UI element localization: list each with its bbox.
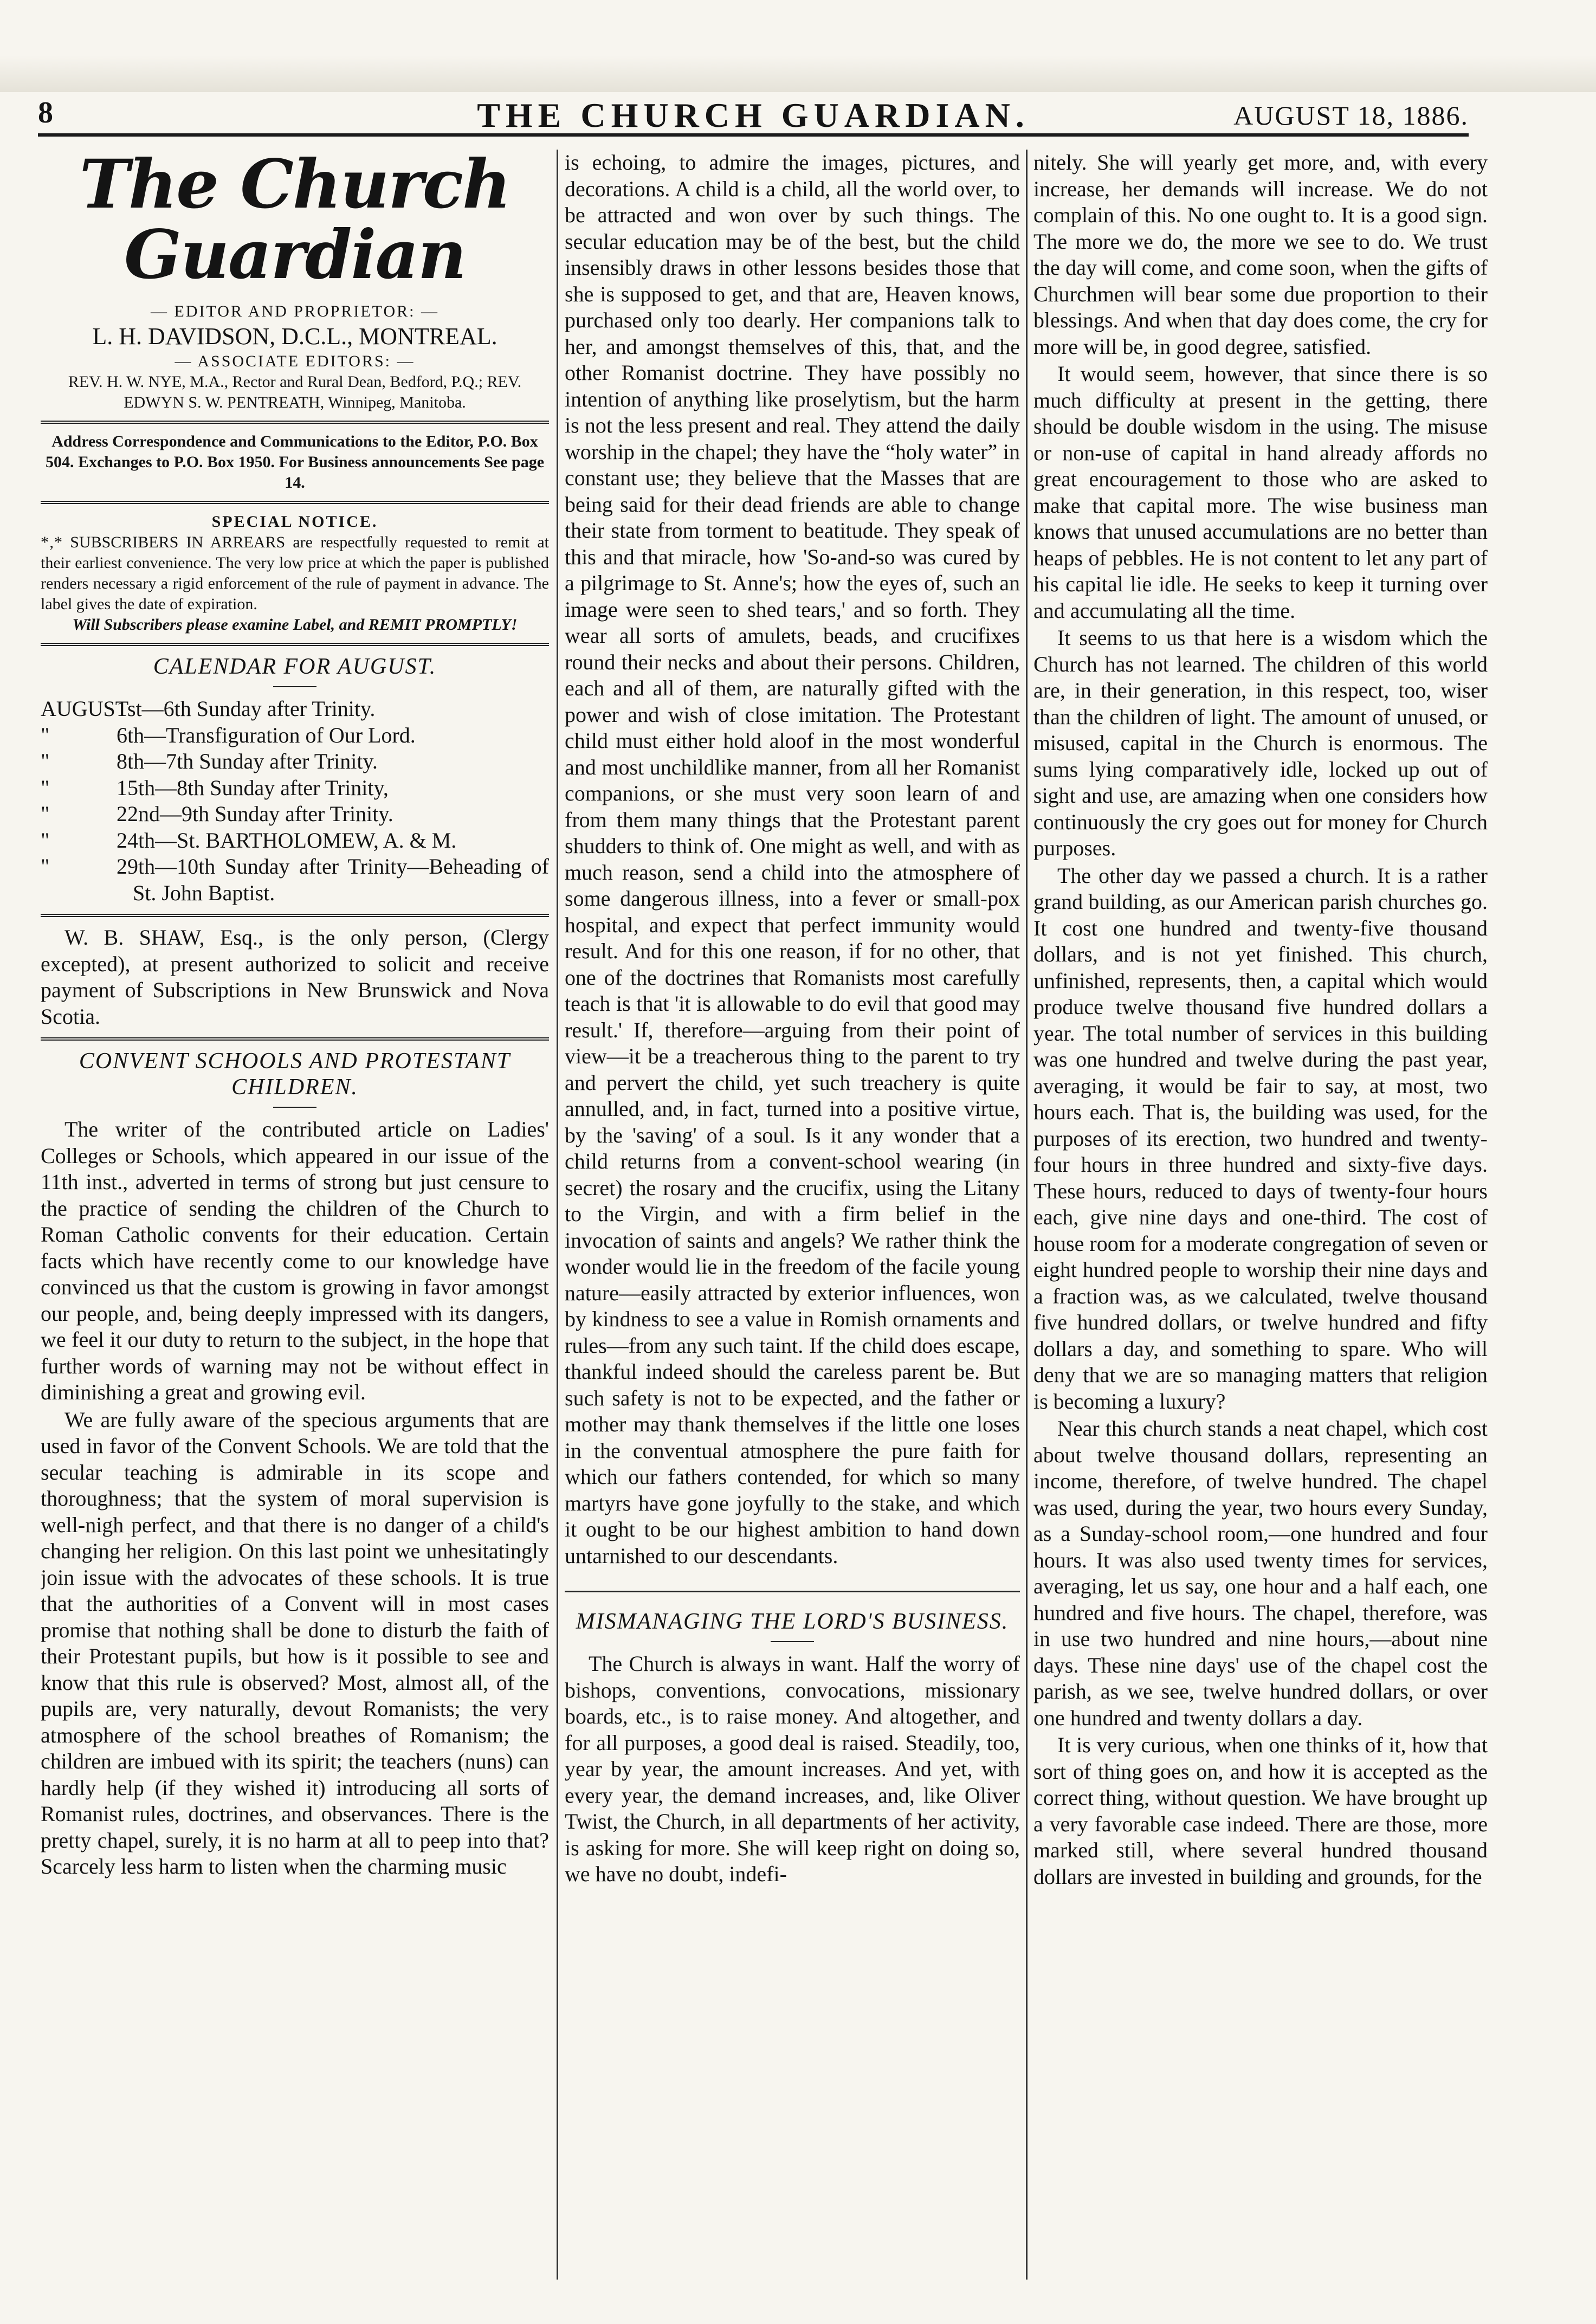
calendar-heading: CALENDAR FOR AUGUST. [153, 654, 437, 679]
calendar-entry: " 6th—Transfiguration of Our Lord. [41, 722, 416, 747]
divider [41, 421, 549, 424]
article-paragraph: The writer of the contributed article on Ladies' Colleges or Schools, which appeared in our issue of the 11th inst., adverted in terms of strong but just censure to the practice of sending the children of the Church to Roman Catholic convents for their education. Certain facts which have recently come to our knowledge have convinced us that the custom is growing in favor amongst our people, and, being deeply impressed with its dangers, we feel it our duty to return to the subject, in the hope that further words of warning may not be without effect in diminishing a great and growing evil. [41, 1117, 549, 1404]
column-3 [1033, 150, 1488, 2263]
calendar-entry: " 29th—10th Sunday after Trinity—Beheading of St. John Baptist. [41, 854, 549, 905]
calendar-entry: " 24th—St. BARTHOLOMEW, A. & M. [41, 828, 457, 853]
article-paragraph: It would seem, however, that since there is so much difficulty at present in the getting, there should be double wisdom in the using. The misuse or non-use of capital in hand already affords no great encouragement to those who are asked to make that capital more. The wise business man knows that unused accumulations are no better than heaps of pebbles. He is not content to let any part of his capital lie idle. He seeks to keep it turning over and accumulating all the time. [1033, 361, 1488, 623]
article-paragraph: The Church is always in want. Half the worry of bishops, conventions, convocations, missionary boards, etc., is to raise money. And altogether, and for all purposes, a good deal is raised. Steadily, too, year by year, the amount increases. And yet, with every year, the demand increases, and, like Oliver Twist, the Church, in all departments of her activity, is asking for more. She will keep right on doing so, we have no doubt, indefi- [565, 1651, 1020, 1886]
article-paragraph: It is very curious, when one thinks of it, how that sort of thing goes on, and how it is accepted as the correct thing, without question. We have brought up a very favorable case indeed. There are those, more marked still, where several hundred thousand dollars are invested in building and grounds, for the [1033, 1733, 1488, 1889]
divider [41, 643, 549, 646]
article-heading: CONVENT SCHOOLS AND PROTESTANT CHILDREN. [79, 1049, 511, 1100]
page-number: 8 [38, 96, 53, 130]
running-header [38, 95, 1469, 137]
divider [41, 1037, 549, 1041]
column-rule-1 [557, 150, 558, 2280]
special-notice-heading: SPECIAL NOTICE. [211, 513, 378, 531]
article-heading: MISMANAGING THE LORD'S BUSINESS. [576, 1609, 1009, 1634]
divider [41, 501, 549, 504]
page-top-margin [0, 0, 1596, 92]
article-paragraph: Near this church stands a neat chapel, which cost about twelve thousand dollars, representing an income, therefore, of twelve hundred. The chapel was used, during the year, two hours every Sunday, as a Sunday-school room,—one hundred and four hours. It was also used twenty times for services, averaging, let us say, one hour and a half each, one hundred and five hours. The chapel, therefore, was in use two hundred and nine hours,—about nine days. These nine days' use of the chapel cost the parish, as we see, twelve hundred dollars, or over one hundred and twenty dollars a day. [1033, 1416, 1488, 1730]
special-notice-body: *‚* SUBSCRIBERS IN ARREARS are respectfully requested to remit at their earliest convenience. The very low price at which the paper is published renders necessary a rigid enforcement of the rule of payment in advance. The label gives the date of expiration. [41, 533, 549, 613]
column-1 [41, 150, 549, 2263]
agent-notice: W. B. SHAW, Esq., is the only person, (Clergy excepted), at present authorized to solicit and receive payment of Subscriptions in New Brunswick and Nova Scotia. [41, 925, 549, 1029]
editor-name: L. H. DAVIDSON, D.C.L., MONTREAL. [92, 323, 497, 350]
divider [273, 1107, 316, 1108]
masthead-title: The Church Guardian [79, 150, 511, 294]
calendar-list [41, 696, 549, 906]
address-notice: Address Correspondence and Communications to the Editor, P.O. Box 504. Exchanges to P.O. Box 1950. For Business announcements See page 14. [45, 432, 545, 492]
column-rule-2 [1026, 150, 1028, 2280]
column-2 [565, 150, 1020, 2263]
divider [273, 686, 316, 687]
calendar-entry: " 15th—8th Sunday after Trinity, [41, 775, 389, 800]
article-paragraph: is echoing, to admire the images, pictures, and decorations. A child is a child, all the world over, to be attracted and won over by such things. The secular education may be of the best, but the child insensibly draws in other lessons besides those that she is supposed to get, and that are, Heaven knows, purchased only too dearly. Her companions talk to her, and amongst themselves of this, that, and the other Romanist doctrine. They have possibly no intention of anything like proselytism, but the harm is not the less present and real. They attend the daily worship in the chapel; they have the “holy water” in constant use; they believe that the Masses that are being said for their dead friends are able to change their state from torment to beatitude. They speak of this and that miracle, how 'So-and-so was cured by a pilgrimage to St. Anne's; how the eyes of, such an image were seen to shed tears,' and so forth. They wear all sorts of amulets, beads, and crucifixes round their necks and about their persons. Children, each and all of them, are naturally gifted with the power and wish of close imitation. The Protestant child must either hold aloof in the most wonderful and most unchildlike manner, from all her Romanist companions, or she must very soon learn of and from them many things that the Protestant parent shudders to think of. One might as well, and with as much reason, send a child into the atmosphere of some dangerous illness, into a fever or small-pox hospital, and expect that perfect immunity would result. And for this one reason, if for no other, that one of the doctrines that Romanists most carefully teach is that 'it is allowable to do evil that good may result.' If, therefore—arguing from their point of view—it be a treacherous thing to the parent to try and pervert the child, yet such treachery is quite annulled, and, in fact, turned into a positive virtue, by the 'saving' of a soul. Is it any wonder that a child returns from a convent-school wearing (in secret) the rosary and the crucifix, using the Litany to the Virgin, and with a firm belief in the invocation of saints and angels? We rather think the wonder would lie in the freedom of the facile young nature—easily attracted by exterior influences, won by kindness to see a value in Romish ornaments and rules—from any such taint. If the child does escape, thankful indeed should the careless parent be. But such safety is not to be expected, and the father or mother may thank themselves if the little one loses in the conventual atmosphere the pure faith for which our fathers contended, for which so many martyrs have gone joyfully to the stake, and which it ought to be our highest ambition to hand down untarnished to our descendants. [565, 150, 1020, 1568]
newspaper-title: THE CHURCH GUARDIAN. [477, 96, 1030, 134]
calendar-entry: " 8th—7th Sunday after Trinity. [41, 749, 378, 773]
article-paragraph: We are fully aware of the specious arguments that are used in favor of the Convent Schools. We are told that the secular teaching is admirable in its scope and thoroughness; that the system of moral supervision is well-nigh perfect, and that there is no danger of a child's changing her religion. On this last point we unhesitatingly join issue with the advocates of these schools. It is true that the authorities of a Convent will in most cases promise that nothing shall be done to disturb the faith of their Protestant pupils, but how is it possible to see and know that this rule is observed? Most, almost all, of the pupils are, very naturally, devout Romanists; the very atmosphere of the school breathes of Romanism; the children are imbued with its spirit; the teachers (nuns) can hardly help (if they wished it) introducing all sorts of Romanist rules, doctrines, and observances. There is the pretty chapel, surely, it is no harm at all to peep into that? Scarcely less harm to listen when the charming music [41, 1407, 549, 1878]
associate-editors: REV. H. W. NYE, M.A., Rector and Rural Dean, Bedford, P.Q.; REV. EDWYN S. W. PENTREATH, Winnipeg, Manitoba. [68, 373, 522, 411]
article-paragraph: The other day we passed a church. It is a rather grand building, as our American parish churches go. It cost one hundred and twenty-five thousand dollars, and is not yet finished. This church, unfinished, represents, then, a capital which would produce twelve thousand five hundred dollars a year. The total number of services in this building was one hundred and twelve during the past year, averaging, it would be fair to say, at most, two hours each. That is, the building was used, for the purposes of its erection, two hundred and twenty-four hours in three hundred and sixty-five days. These hours, reduced to days of twenty-four hours each, give nine days and one-third. The cost of house room for a moderate congregation of seven or eight hundred people to worship their nine days and a fraction was, as we calculated, twelve thousand five hundred dollars, or twelve hundred and fifty dollars a day, and something to spare. Who will deny that we are so managing matters that religion is becoming a luxury? [1033, 863, 1488, 1413]
special-notice-footer: Will Subscribers please examine Label, and REMIT PROMPTLY! [72, 616, 518, 634]
editor-label: — EDITOR AND PROPRIETOR: — [151, 302, 439, 320]
divider [565, 1591, 1020, 1592]
article-paragraph: nitely. She will yearly get more, and, with every increase, her demands will increase. We do not complain of this. No one ought to. It is a good sign. The more we do, the more we see to do. We trust the day will come, and come soon, when the gifts of Churchmen will bear some due proportion to their blessings. And when that day does come, the cry for more will be, in good degree, satisfied. [1033, 150, 1488, 359]
associate-editors-label: — ASSOCIATE EDITORS: — [175, 352, 415, 370]
article-paragraph: It seems to us that here is a wisdom which the Church has not learned. The children of this world are, in their generation, in this respect, too, wiser than the children of light. The amount of unused, or misused, capital in the Church is enormous. The sums lying comparatively idle, locked up out of sight and use, are amazing when one considers how continuously the cry goes out for money for Church purposes. [1033, 625, 1488, 860]
calendar-entry: AUGUST1st—6th Sunday after Trinity. [41, 696, 376, 721]
divider [771, 1641, 814, 1642]
divider [41, 914, 549, 917]
issue-date: AUGUST 18, 1886. [1233, 100, 1469, 131]
calendar-entry: " 22nd—9th Sunday after Trinity. [41, 802, 393, 826]
